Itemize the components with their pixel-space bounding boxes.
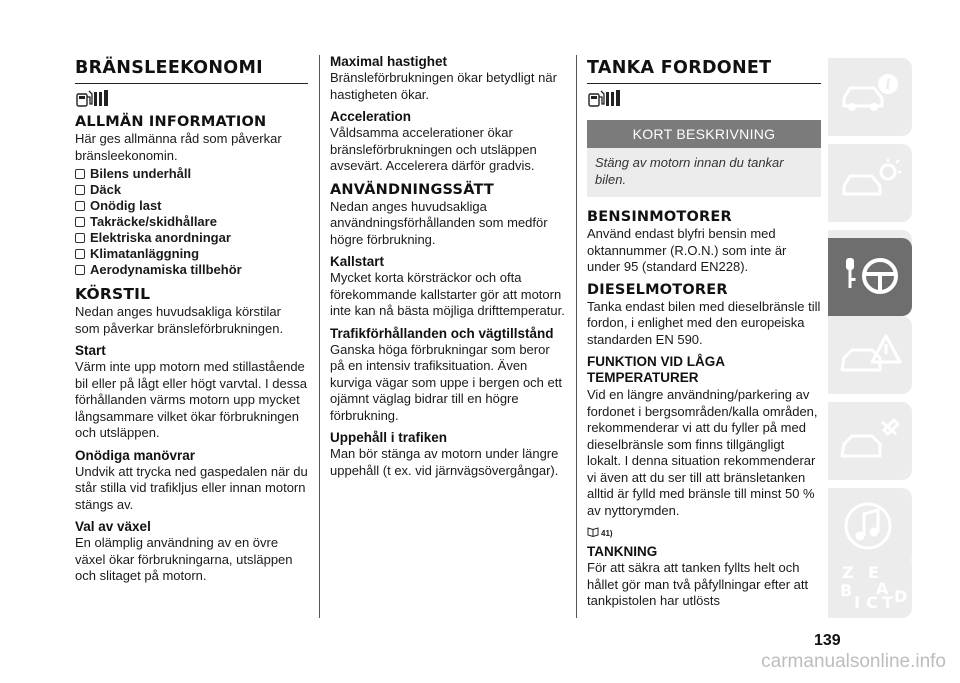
quick-description-box: Stäng av motorn innan du tankar bilen. xyxy=(587,148,821,197)
start-text: Värm inte upp motorn med stillastående bil eller på lågt eller högt varvtal. I dessa förhållanden värms motorn upp mycket långsammare vilket ökar förbrukningen och utsläppen. xyxy=(75,359,307,440)
heading-petrol-engines: BENSINMOTORER xyxy=(587,209,732,225)
car-warning-icon xyxy=(838,328,902,382)
chapter-tab-maintenance[interactable] xyxy=(828,402,912,480)
music-note-icon xyxy=(838,500,902,554)
key-steering-wheel-icon xyxy=(838,250,902,304)
watermark: carmanualsonline.info xyxy=(761,651,946,672)
heading-acceleration: Acceleration xyxy=(330,109,412,124)
heading-refuelling: TANKNING xyxy=(587,544,658,559)
svg-text:Z: Z xyxy=(842,563,854,582)
chapter-tab-lights[interactable] xyxy=(828,144,912,222)
refuelling-text: För att säkra att tanken fyllts helt och hållet gör man två påfyllningar efter att tankpistolen har utlösts xyxy=(587,560,809,608)
petrol-engines-text: Använd endast blyfri bensin med oktannummer (R.O.N.) som inte är under 95 (standard EN228). xyxy=(587,226,787,274)
column-divider xyxy=(576,55,577,618)
quick-description-header: KORT BESKRIVNING xyxy=(587,120,821,148)
reference-note xyxy=(587,523,821,538)
chapter-tab-index[interactable] xyxy=(828,554,912,618)
checkbox-bullet-icon xyxy=(75,169,85,179)
list-item: Takräcke/skidhållare xyxy=(75,214,308,230)
column-divider xyxy=(319,55,320,618)
svg-text:T: T xyxy=(882,593,893,612)
heading-driving-style: KÖRSTIL xyxy=(75,285,151,303)
heading-unnecessary-maneuvers: Onödiga manövrar xyxy=(75,447,196,463)
heading-max-speed: Maximal hastighet xyxy=(330,54,448,69)
chapter-tab-starting-and-driving[interactable] xyxy=(828,238,912,316)
svg-text:D: D xyxy=(894,587,908,606)
traffic-conditions-text: Ganska höga förbrukningar som beror på en intensiv trafiksituation. Även kurviga vägar som uppe i bergen och ett ojämnt väglag bidrar till en högre förbrukning. xyxy=(330,341,562,423)
svg-text:E: E xyxy=(868,563,879,582)
alphabetical-index-icon xyxy=(838,560,908,612)
traffic-stops-text: Man bör stänga av motorn under längre uppehåll (t ex. vid järnvägsövergångar). xyxy=(330,446,559,478)
section-title-fuel-economy: BRÄNSLEEKONOMI xyxy=(75,58,308,84)
fuel-diesel-icon xyxy=(75,88,111,108)
list-item: Elektriska anordningar xyxy=(75,230,308,246)
car-info-icon xyxy=(838,70,902,124)
list-item: Klimatanläggning xyxy=(75,246,308,262)
heading-start: Start xyxy=(75,343,106,358)
reference-number: 41) xyxy=(601,529,613,538)
diesel-engines-text: Tanka endast bilen med dieselbränsle till fordon, i enlighet med den europeiska standarden EN 590. xyxy=(587,298,821,347)
section-title-refuelling: TANKA FORDONET xyxy=(587,58,821,84)
checkbox-bullet-icon xyxy=(75,265,85,275)
max-speed-text: Bränsleförbrukningen ökar betydligt när hastigheten ökar. xyxy=(330,70,557,102)
car-lights-icon xyxy=(838,156,902,210)
heading-usage: ANVÄNDNINGSSÄTT xyxy=(330,181,495,198)
svg-text:A: A xyxy=(876,579,889,598)
unnecessary-maneuvers-text: Undvik att trycka ned gaspedalen när du står stilla vid trafikljus eller innan motorn stängs av. xyxy=(75,463,308,512)
heading-low-temperature: FUNKTION VID LÅGA TEMPERATURER xyxy=(587,354,725,385)
checkbox-bullet-icon xyxy=(75,249,85,259)
cold-start-text: Mycket korta körsträckor och ofta förekommande kallstarter gör att motorn inte kan nå bästa möjliga drifttemperatur. xyxy=(330,270,565,318)
low-temperature-text: Vid en längre användning/parkering av fordonet i bergsområden/kalla områden, rekommenderar vi att du fyller på med dieselbränsle som finns tillgängligt lokalt. I denna situation rekommenderar vi även att du ser till att bränsletanken alltid är fylld med bränsle till minst 50 % av nyttorymden. xyxy=(587,387,818,518)
svg-text:B: B xyxy=(840,581,853,600)
intro-text: Här ges allmänna råd som påverkar bränsleekonomin. xyxy=(75,131,282,163)
checkbox-bullet-icon xyxy=(75,233,85,243)
heading-traffic-conditions: Trafikförhållanden och vägtillstånd xyxy=(330,325,554,341)
driving-style-text: Nedan anges huvudsakliga körstilar som påverkar bränsleförbrukningen. xyxy=(75,304,284,336)
car-maintenance-icon xyxy=(838,414,902,468)
checkbox-bullet-icon xyxy=(75,201,85,211)
heading-cold-start: Kallstart xyxy=(330,254,385,269)
list-item: Däck xyxy=(75,182,308,198)
list-item: Aerodynamiska tillbehör xyxy=(75,262,308,278)
list-item: Bilens underhåll xyxy=(75,166,308,182)
heading-traffic-stops: Uppehåll i trafiken xyxy=(330,430,448,445)
chapter-tab-emergency[interactable] xyxy=(828,316,912,394)
column-2 xyxy=(330,54,565,479)
fuel-diesel-icon xyxy=(587,88,623,108)
book-reference-icon xyxy=(587,525,599,537)
acceleration-text: Våldsamma accelerationer ökar bränsleförbrukningen och utsläppen avsevärt. Accelerera därför gradvis. xyxy=(330,125,537,173)
heading-diesel-engines: DIESELMOTORER xyxy=(587,281,728,298)
svg-text:i: i xyxy=(885,77,891,93)
usage-text: Nedan anges huvudsakliga användningsförhållanden som medför högre förbrukning. xyxy=(330,198,548,247)
checkbox-bullet-icon xyxy=(75,185,85,195)
gear-selection-text: En olämplig användning av en övre växel ökar förbrukningarna, utsläppen och slitaget på motorn. xyxy=(75,535,293,583)
list-item: Onödig last xyxy=(75,198,308,214)
chapter-tab-dashboard[interactable] xyxy=(828,58,912,136)
svg-text:C: C xyxy=(866,593,878,612)
heading-gear-selection: Val av växel xyxy=(75,519,151,534)
column-3 xyxy=(587,52,821,610)
checkbox-bullet-icon xyxy=(75,217,85,227)
page-number: 139 xyxy=(814,632,841,649)
heading-general-info: ALLMÄN INFORMATION xyxy=(75,114,267,130)
advice-list xyxy=(75,166,308,278)
column-1 xyxy=(75,52,308,585)
svg-text:I: I xyxy=(854,593,860,612)
